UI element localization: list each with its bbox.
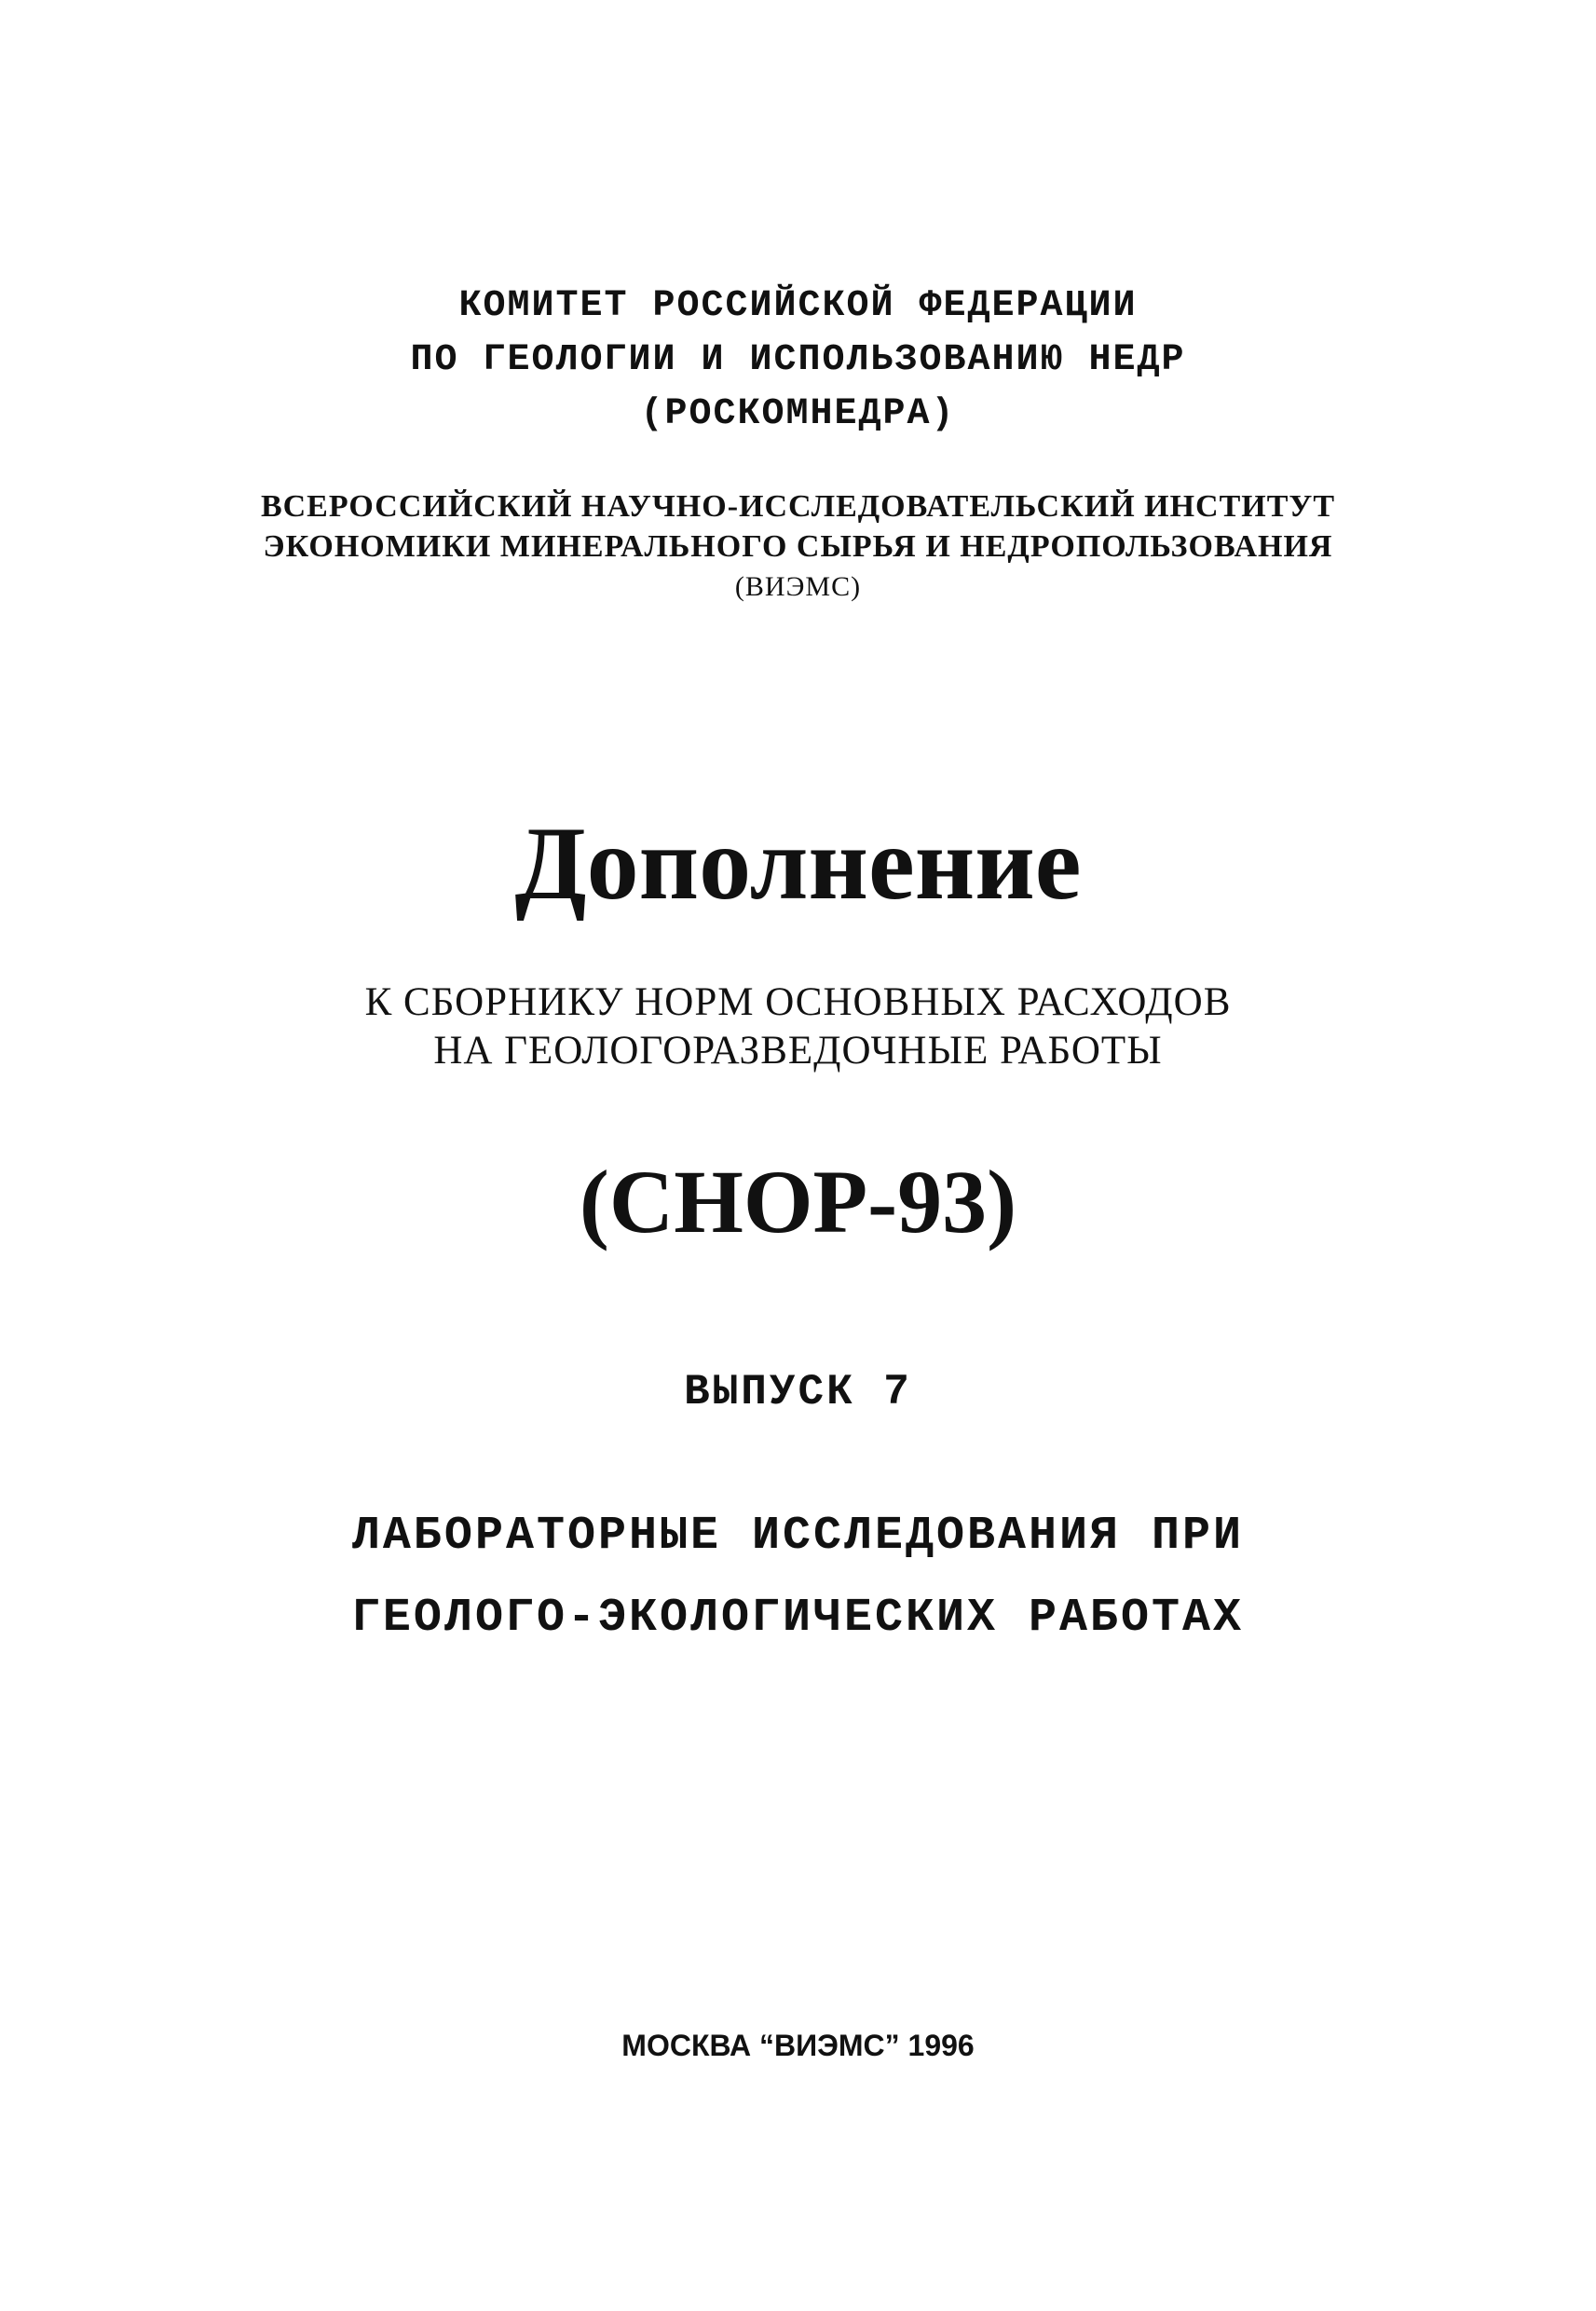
subtitle-line-1: К СБОРНИКУ НОРМ ОСНОВНЫХ РАСХОДОВ	[364, 980, 1232, 1024]
document-code-text: (СНОР-93)	[579, 1152, 1017, 1251]
institute-abbreviation: (ВИЭМС)	[734, 571, 862, 602]
document-topic	[0, 1496, 1596, 1660]
institute-header	[0, 486, 1596, 607]
committee-name-line-1: КОМИТЕТ РОССИЙСКОЙ ФЕДЕРАЦИИ	[458, 285, 1138, 327]
issue-number-text: ВЫПУСК 7	[684, 1368, 912, 1416]
institute-name-line-2: ЭКОНОМИКИ МИНЕРАЛЬНОГО СЫРЬЯ И НЕДРОПОЛЬЗОВАНИЯ	[263, 529, 1333, 564]
document-title-text: Дополнение	[514, 806, 1082, 922]
document-code	[0, 1151, 1596, 1253]
institute-name-line-1: ВСЕРОССИЙСКИЙ НАУЧНО-ИССЛЕДОВАТЕЛЬСКИЙ ИНСТИТУТ	[260, 489, 1336, 524]
topic-line-1: ЛАБОРАТОРНЫЕ ИССЛЕДОВАНИЯ ПРИ	[351, 1510, 1245, 1563]
publication-imprint	[0, 2027, 1596, 2064]
topic-line-2: ГЕОЛОГО-ЭКОЛОГИЧЕСКИХ РАБОТАХ	[351, 1592, 1245, 1645]
imprint-text: МОСКВА “ВИЭМС” 1996	[621, 2029, 975, 2062]
committee-abbreviation: (РОСКОМНЕДРА)	[640, 393, 956, 435]
document-subtitle	[0, 978, 1596, 1075]
document-title	[0, 803, 1596, 924]
subtitle-line-2: НА ГЕОЛОГОРАЗВЕДОЧНЫЕ РАБОТЫ	[433, 1029, 1163, 1073]
committee-name-line-2: ПО ГЕОЛОГИИ И ИСПОЛЬЗОВАНИЮ НЕДР	[410, 339, 1186, 381]
issue-number	[0, 1365, 1596, 1419]
committee-header	[0, 280, 1596, 442]
